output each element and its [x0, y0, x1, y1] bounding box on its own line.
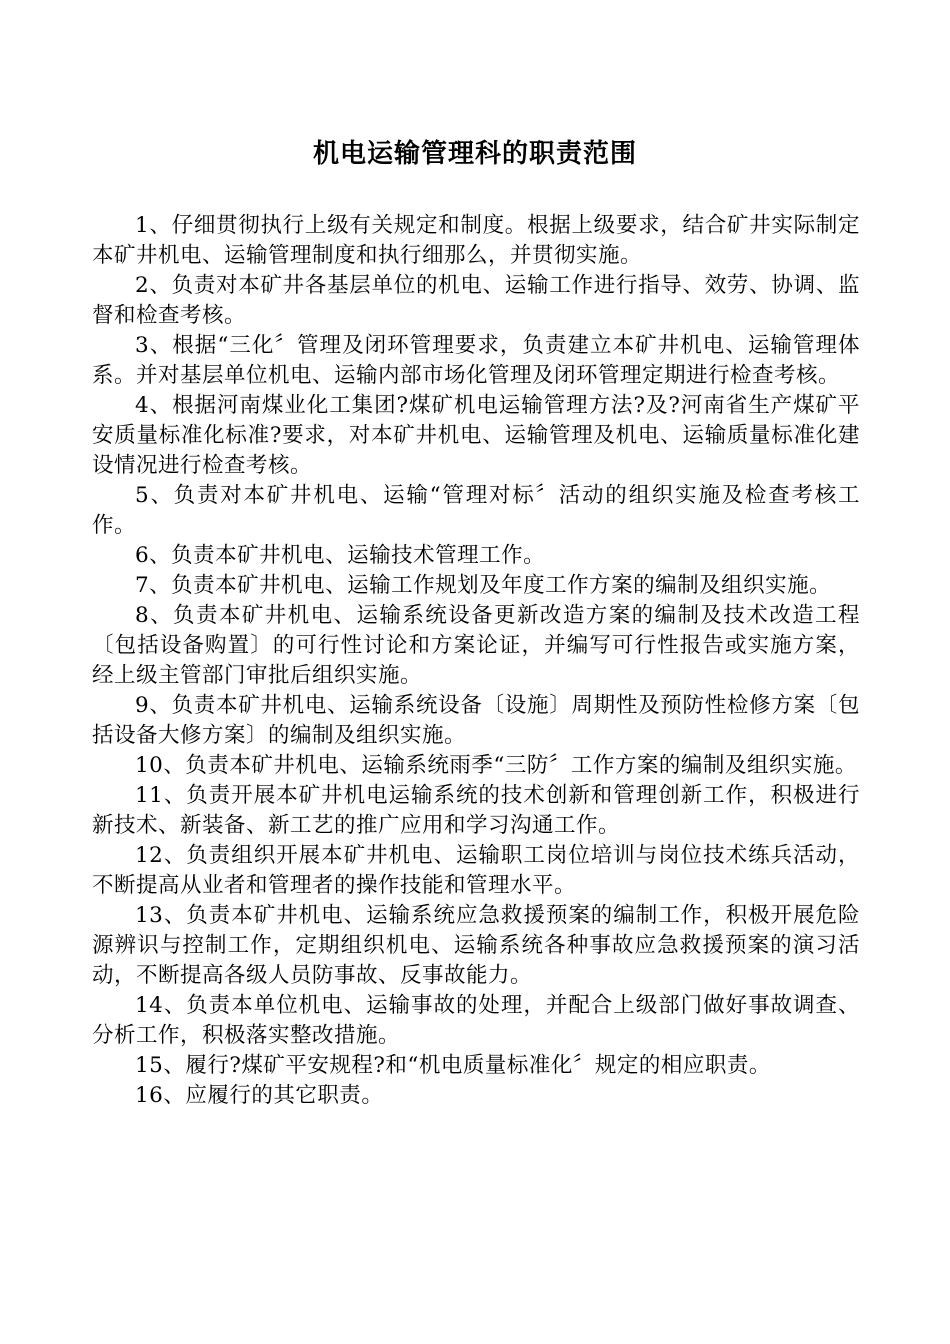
paragraph-11: 11、负责开展本矿井机电运输系统的技术创新和管理创新工作，积极进行新技术、新装备、新工艺的推广应用和学习沟通工作。 [92, 783, 860, 838]
paragraph-15: 15、履行?煤矿平安规程?和“机电质量标准化〞规定的相应职责。 [135, 1053, 771, 1078]
paragraph-6: 6、负责本矿井机电、运输技术管理工作。 [135, 543, 546, 568]
paragraph-12: 12、负责组织开展本矿井机电、运输职工岗位培训与岗位技术练兵活动，不断提高从业者和管理者的操作技能和管理水平。 [92, 843, 860, 898]
paragraph-5: 5、负责对本矿井机电、运输“管理对标〞活动的组织实施及检查考核工作。 [92, 483, 860, 538]
document-title: 机电运输管理科的职责范围 [312, 139, 637, 169]
paragraph-2: 2、负责对本矿井各基层单位的机电、运输工作进行指导、效劳、协调、监督和检查考核。 [92, 273, 860, 328]
document-body [92, 211, 860, 1111]
paragraph-9: 9、负责本矿井机电、运输系统设备〔设施〕周期性及预防性检修方案〔包括设备大修方案〕的编制及组织实施。 [92, 693, 860, 748]
paragraph-3: 3、根据“三化〞管理及闭环管理要求，负责建立本矿井机电、运输管理体系。并对基层单位机电、运输内部市场化管理及闭环管理定期进行检查考核。 [92, 333, 860, 388]
paragraph-7: 7、负责本矿井机电、运输工作规划及年度工作方案的编制及组织实施。 [135, 573, 832, 598]
paragraph-1: 1、仔细贯彻执行上级有关规定和制度。根据上级要求，结合矿井实际制定本矿井机电、运输管理制度和执行细那么，并贯彻实施。 [92, 213, 860, 268]
paragraph-8: 8、负责本矿井机电、运输系统设备更新改造方案的编制及技术改造工程〔包括设备购置〕的可行性讨论和方案论证，并编写可行性报告或实施方案，经上级主管部门审批后组织实施。 [92, 603, 860, 688]
paragraph-13: 13、负责本矿井机电、运输系统应急救援预案的编制工作，积极开展危险源辨识与控制工作，定期组织机电、运输系统各种事故应急救援预案的演习活动，不断提高各级人员防事故、反事故能力。 [92, 903, 860, 988]
paragraph-14: 14、负责本单位机电、运输事故的处理，并配合上级部门做好事故调查、分析工作，积极落实整改措施。 [92, 993, 860, 1048]
paragraph-4: 4、根据河南煤业化工集团?煤矿机电运输管理方法?及?河南省生产煤矿平安质量标准化标准?要求，对本矿井机电、运输管理及机电、运输质量标准化建设情况进行检查考核。 [92, 393, 860, 478]
paragraph-10: 10、负责本矿井机电、运输系统雨季“三防〞工作方案的编制及组织实施。 [135, 753, 857, 778]
paragraph-16: 16、应履行的其它职责。 [135, 1083, 384, 1108]
